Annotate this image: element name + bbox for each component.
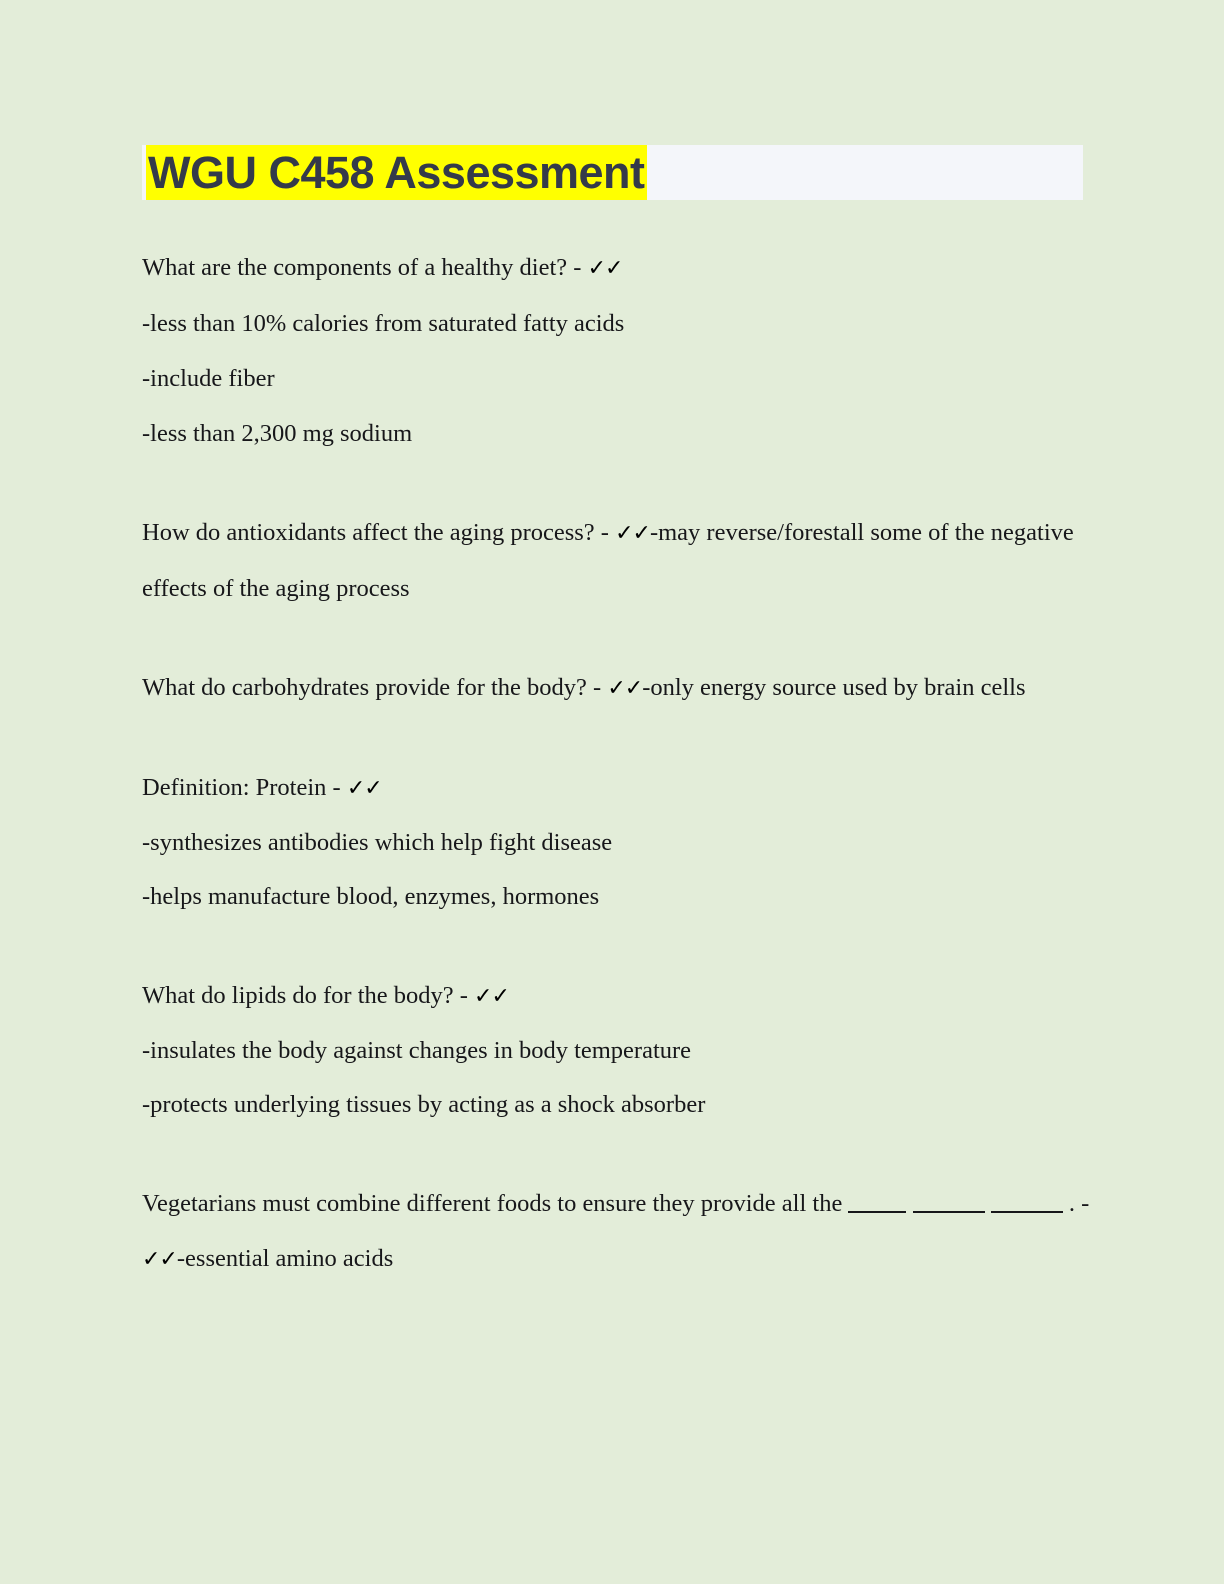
answer-line: -protects underlying tissues by acting as a shock absorber <box>142 1091 706 1118</box>
question-line <box>142 660 1092 716</box>
answer-line: -less than 2,300 mg sodium <box>142 420 413 447</box>
question-text: What are the components of a healthy diet? - <box>142 254 588 281</box>
fill-in-blank-2 <box>913 1211 985 1213</box>
answer-line: -insulates the body against changes in body temperature <box>142 1037 692 1064</box>
inline-answer-text: -may reverse/forestall some of the negative effects of the aging process <box>142 519 1074 602</box>
qa-block-healthy-diet <box>142 240 1092 461</box>
inline-answer-text: -only energy source used by brain cells <box>642 674 1026 701</box>
qa-block-carbohydrates-body <box>142 660 1092 716</box>
inline-answer-text: -essential amino acids <box>176 1245 394 1272</box>
answer-line: -include fiber <box>142 365 275 392</box>
question-line <box>142 505 1092 616</box>
qa-block-antioxidants-aging <box>142 505 1092 616</box>
checkmarks-icon: ✓✓ <box>587 256 623 281</box>
question-line <box>142 240 1092 296</box>
qa-block-vegetarians-amino-acids <box>142 1176 1092 1287</box>
question-text: Definition: Protein - <box>142 774 347 801</box>
qa-block-definition-protein <box>142 760 1092 924</box>
answer-line: -helps manufacture blood, enzymes, hormones <box>142 883 600 910</box>
document-body <box>142 240 1092 1331</box>
checkmarks-icon: ✓✓ <box>615 521 650 546</box>
question-text: What do lipids do for the body? - <box>142 982 475 1009</box>
checkmarks-icon: ✓✓ <box>346 776 382 801</box>
checkmarks-icon: ✓✓ <box>474 984 509 1009</box>
question-text-part-1: Vegetarians must combine different foods to ensure they provide all the <box>142 1190 849 1217</box>
title-banner <box>142 145 1083 200</box>
qa-block-lipids-body <box>142 968 1092 1132</box>
question-text: How do antioxidants affect the aging process? - <box>142 519 616 546</box>
question-line <box>142 760 1092 816</box>
checkmarks-icon: ✓✓ <box>142 1247 177 1272</box>
question-line <box>142 1176 1092 1287</box>
fill-in-blank-1 <box>848 1211 906 1213</box>
checkmarks-icon: ✓✓ <box>607 676 643 701</box>
fill-in-blank-3 <box>991 1211 1063 1213</box>
answer-line: -less than 10% calories from saturated fatty acids <box>142 310 625 337</box>
question-line <box>142 968 1092 1024</box>
question-text: What do carbohydrates provide for the body? - <box>142 674 608 701</box>
answer-line: -synthesizes antibodies which help fight disease <box>142 829 613 856</box>
page-title: WGU C458 Assessment <box>148 147 645 198</box>
question-text-part-2: . - <box>1062 1190 1090 1217</box>
title-highlight <box>146 145 647 200</box>
